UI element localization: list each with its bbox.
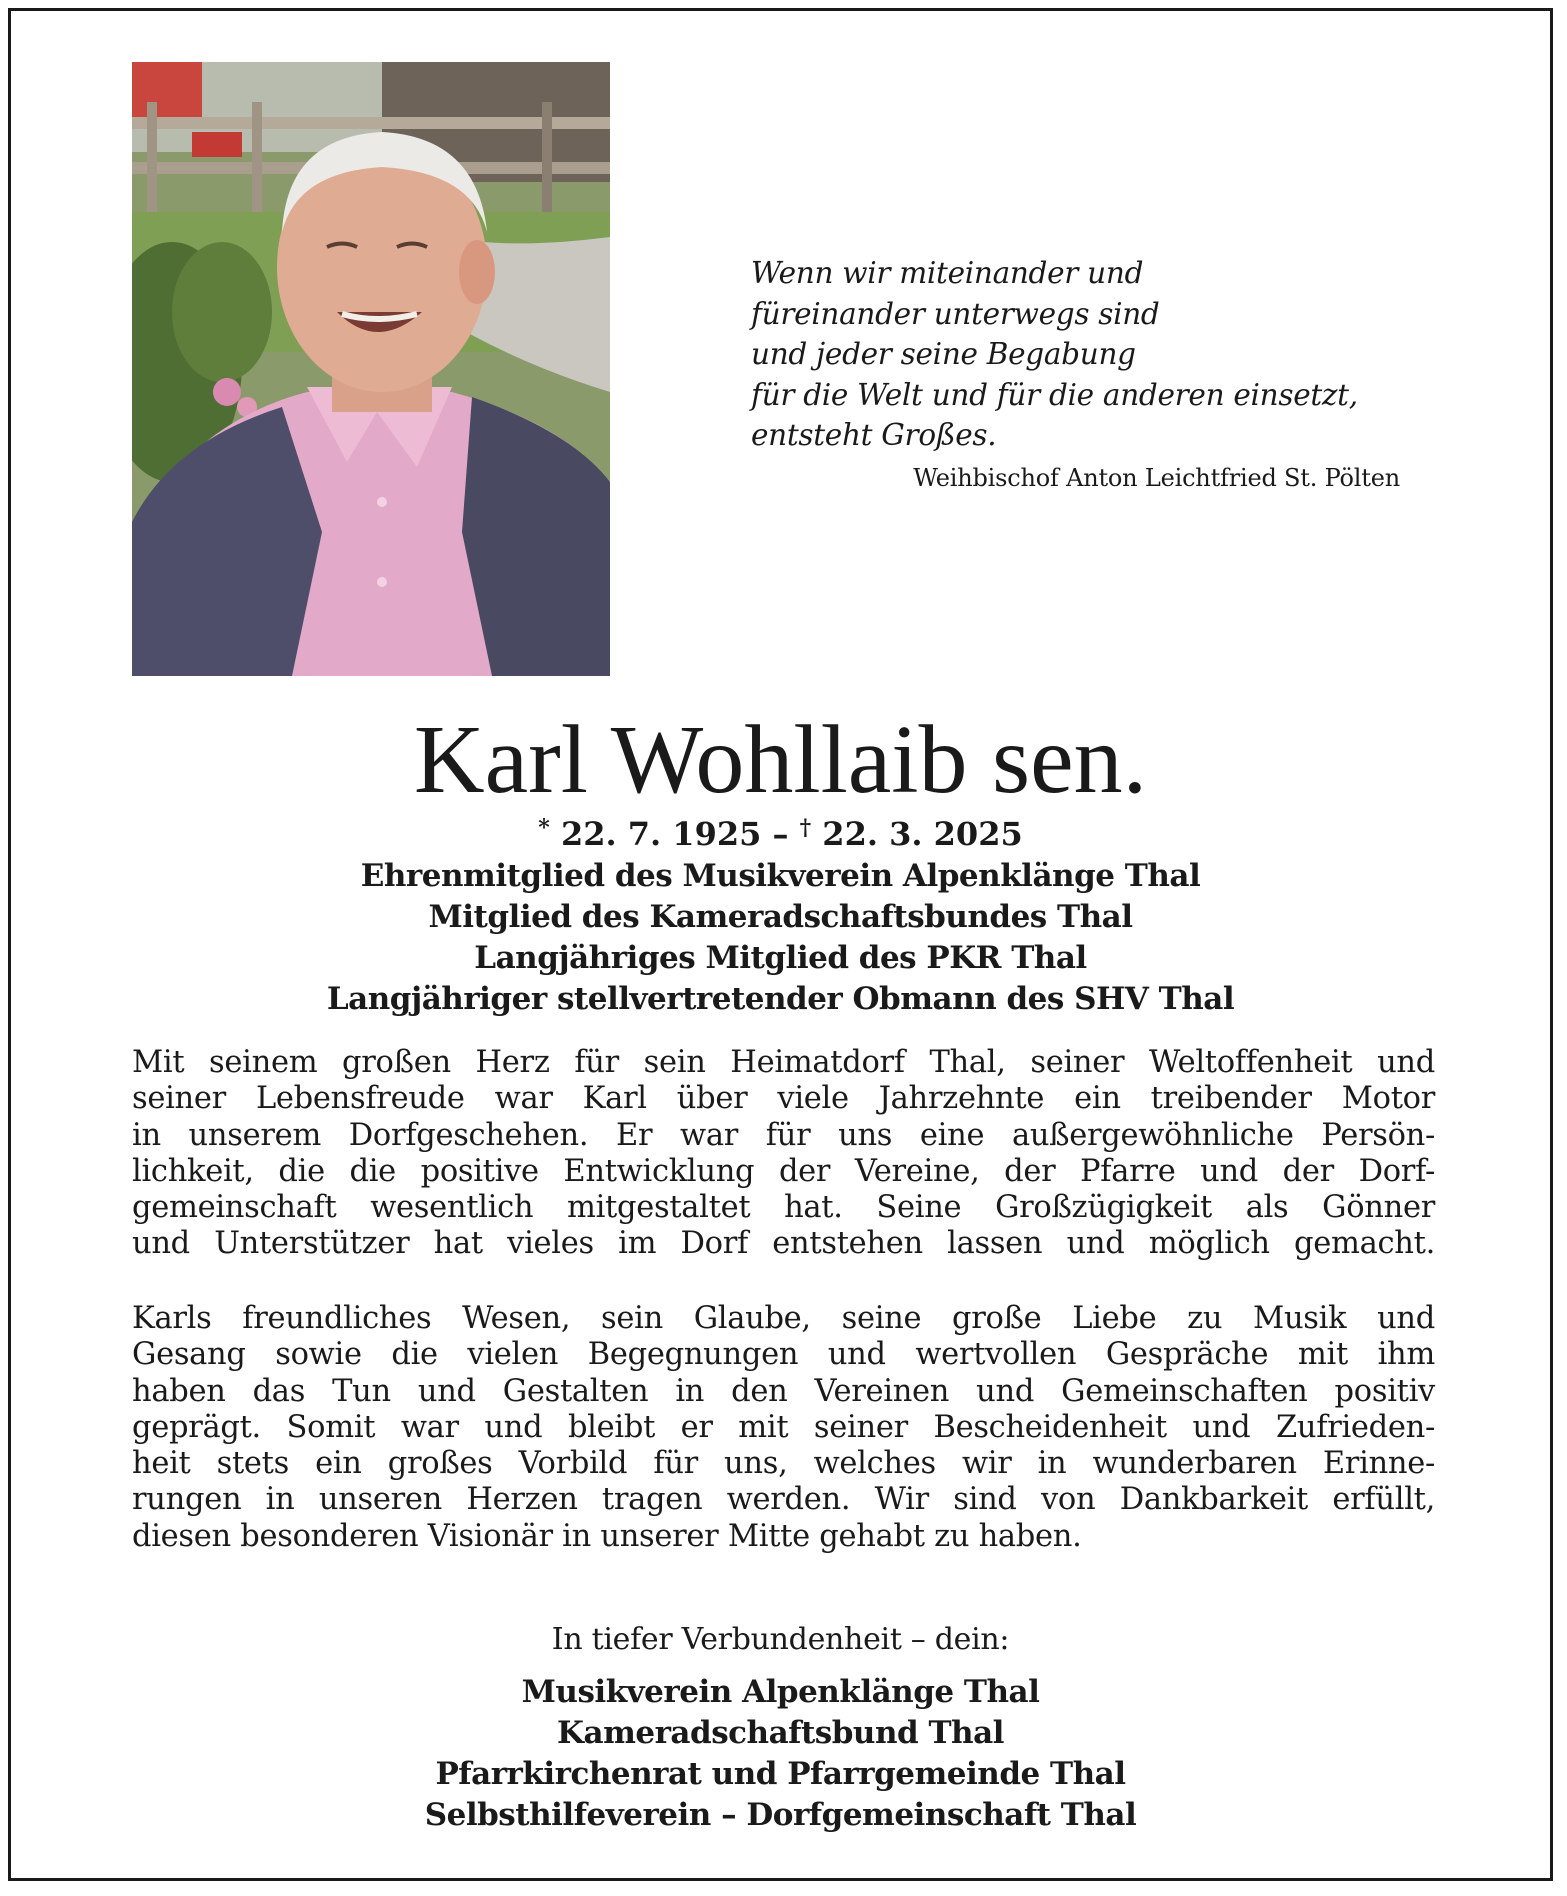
paragraph-line: haben das Tun und Gestalten in den Vereinen und Gemeinschaften positiv [132,1373,1435,1409]
body-paragraph-2 [132,1301,1435,1555]
quote-line: und jeder seine Begabung [751,337,1136,371]
quote-line: füreinander unterwegs sind [751,296,1160,331]
paragraph-line: in unserem Dorfgeschehen. Er war für uns eine außergewöhnliche Persön- [132,1117,1435,1153]
paragraph-line: Gesang sowie die vielen Begegnungen und wertvollen Gespräche mit ihm [132,1337,1435,1373]
paragraph-line: geprägt. Somit war und bleibt er mit seiner Bescheidenheit und Zufrieden- [132,1409,1435,1445]
portrait-photo [132,62,610,676]
honors-list [11,856,1550,1020]
mourners-list [11,1672,1550,1836]
paragraph-line: Karls freundliches Wesen, sein Glaube, seine große Liebe zu Musik und [132,1301,1435,1336]
honor-line: Mitglied des Kameradschaftsbundes Thal [428,899,1133,935]
mourner-line: Musikverein Alpenklänge Thal [521,1674,1040,1710]
mourner-line: Kameradschaftsbund Thal [557,1715,1004,1751]
life-dates [11,814,1550,854]
body-paragraph-1 [132,1045,1435,1263]
memorial-quote [751,253,1451,456]
death-date: 22. 3. 2025 [822,815,1023,853]
honor-line: Langjähriger stellvertretender Obmann des SHV Thal [326,981,1235,1017]
paragraph-line: seiner Lebensfreude war Karl über viele Jahrzehnte ein treibender Motor [132,1081,1435,1117]
honor-line: Ehrenmitglied des Musikverein Alpenklänge Thal [360,858,1201,894]
deceased-name: Karl Wohllaib sen. [413,706,1148,814]
quote-line: für die Welt und für die anderen einsetzt, [751,377,1358,412]
paragraph-line: lichkeit, die die positive Entwicklung der Vereine, der Pfarre und der Dorf- [132,1153,1435,1189]
honor-line: Langjähriges Mitglied des PKR Thal [474,940,1087,976]
paragraph-line: diesen besonderen Visionär in unserer Mitte gehabt zu haben. [132,1518,1082,1554]
death-symbol: † [799,815,812,841]
birth-symbol: * [538,815,550,841]
paragraph-line: heit stets ein großes Vorbild für uns, welches wir in wunderbaren Erinne- [132,1446,1435,1482]
paragraph-line: rungen in unseren Herzen tragen werden. Wir sind von Dankbarkeit erfüllt, [132,1482,1435,1518]
paragraph-line: Mit seinem großen Herz für sein Heimatdorf Thal, seiner Weltoffenheit und [132,1045,1435,1080]
obituary-notice [8,8,1553,1881]
quote-line: entsteht Großes. [751,418,997,452]
paragraph-line: gemeinschaft wesentlich mitgestaltet hat. Seine Großzügigkeit als Gönner [132,1190,1435,1226]
mourner-line: Selbsthilfeverein – Dorfgemeinschaft Thal [424,1797,1137,1833]
quote-author: Weihbischof Anton Leichtfried St. Pölten [913,464,1400,492]
mourner-line: Pfarrkirchenrat und Pfarrgemeinde Thal [435,1756,1126,1792]
closing-line: In tiefer Verbundenheit – dein: [551,1622,1010,1657]
quote-line: Wenn wir miteinander und [751,256,1144,290]
date-separator: – [772,815,789,853]
paragraph-line: und Unterstützer hat vieles im Dorf entstehen lassen und möglich gemacht. [132,1226,1435,1262]
birth-date: 22. 7. 1925 [560,815,762,853]
